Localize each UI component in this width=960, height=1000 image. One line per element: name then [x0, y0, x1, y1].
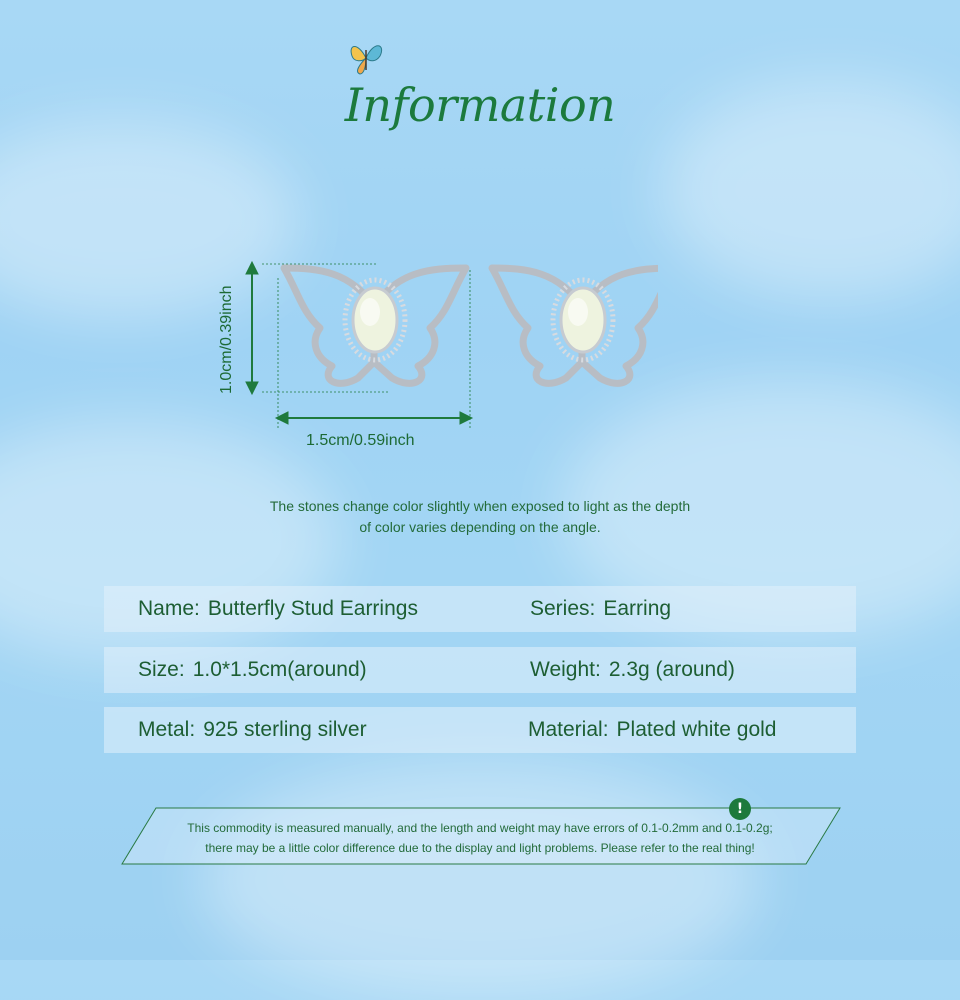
spec-row-name-series	[104, 586, 856, 632]
spec-key: Name:	[138, 597, 200, 620]
spec-key: Weight:	[530, 658, 601, 681]
alert-icon: !	[729, 798, 751, 820]
disclaimer-line-2: there may be a little color difference due to the display and light problems. Please refer to the real thing!	[205, 841, 755, 855]
spec-row-metal-material	[104, 707, 856, 753]
spec-value: Butterfly Stud Earrings	[207, 597, 418, 620]
spec-key: Material:	[528, 718, 609, 741]
spec-row-size-weight	[104, 647, 856, 693]
cloud	[200, 760, 760, 1000]
spec-key: Size:	[138, 658, 185, 681]
spec-value: 1.0*1.5cm(around)	[192, 658, 367, 681]
spec-name	[138, 586, 418, 632]
stone-color-note	[0, 496, 960, 538]
disclaimer-line-1: This commodity is measured manually, and the length and weight may have errors of 0.1-0.2mm and 0.1-0.2g;	[187, 821, 773, 835]
spec-value: Earring	[603, 597, 672, 620]
spec-value: 925 sterling silver	[203, 718, 367, 741]
butterfly-logo-icon	[346, 36, 386, 80]
note-line-2: of color varies depending on the angle.	[359, 519, 601, 535]
spec-series	[530, 586, 671, 632]
spec-key: Metal:	[138, 718, 196, 741]
height-dimension-label: 1.0cm/0.39inch	[218, 285, 235, 394]
spec-weight	[530, 647, 735, 693]
width-dimension-label: 1.5cm/0.59inch	[306, 432, 415, 449]
spec-key: Series:	[530, 597, 596, 620]
spec-size	[138, 647, 367, 693]
note-line-1: The stones change color slightly when exposed to light as the depth	[269, 498, 691, 514]
spec-value: Plated white gold	[616, 718, 777, 741]
page-title: Information	[344, 78, 616, 132]
disclaimer	[130, 818, 830, 858]
earrings-image	[218, 252, 658, 452]
spec-material	[528, 707, 776, 753]
spec-metal	[138, 707, 367, 753]
spec-value: 2.3g (around)	[608, 658, 735, 681]
